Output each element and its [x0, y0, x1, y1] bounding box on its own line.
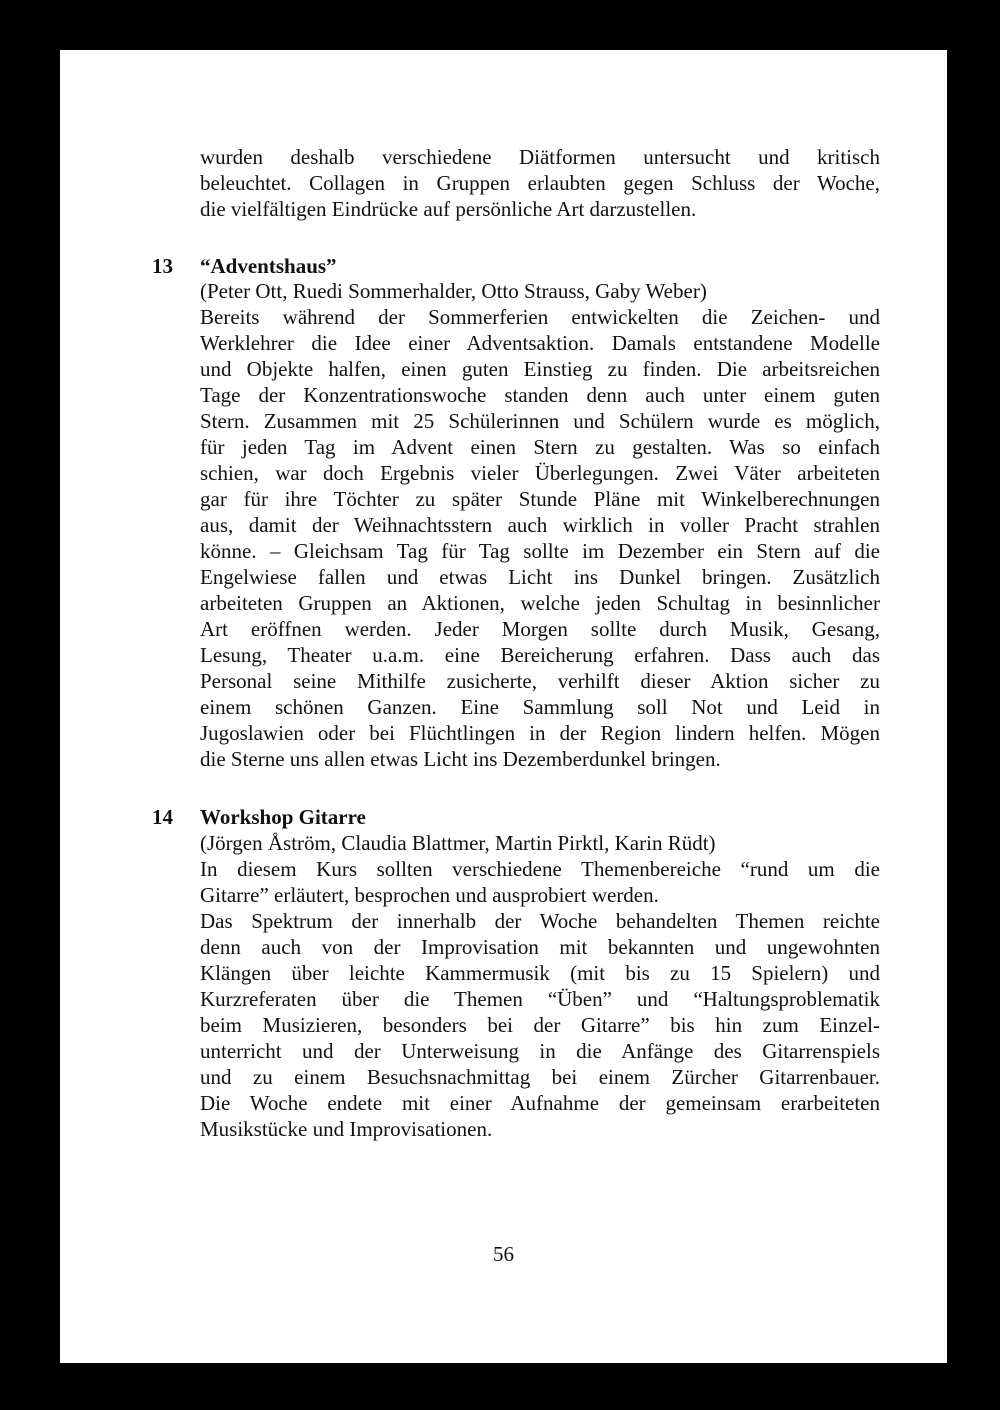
section-13-line: Art eröffnen werden. Jeder Morgen sollte durch Musik, Gesang,: [200, 617, 880, 641]
section-13-line: (Peter Ott, Ruedi Sommerhalder, Otto Strauss, Gaby Weber): [200, 279, 707, 303]
intro-line: beleuchtet. Collagen in Gruppen erlaubten gegen Schluss der Woche,: [200, 171, 880, 195]
section-13-line: gar für ihre Töchter zu später Stunde Pläne mit Winkelberechnungen: [200, 487, 880, 511]
section-13-line: Werklehrer die Idee einer Adventsaktion. Damals entstandene Modelle: [200, 331, 880, 355]
section-14-line: Gitarre” erläutert, besprochen und ausprobiert werden.: [200, 883, 659, 907]
section-13-line: Tage der Konzentrationswoche standen denn auch unter einem guten: [200, 383, 880, 407]
section-14-line: Die Woche endete mit einer Aufnahme der gemeinsam erarbeiteten: [200, 1091, 880, 1115]
section-14-line: und zu einem Besuchsnachmittag bei einem Zürcher Gitarrenbauer.: [200, 1065, 880, 1089]
section-14-line: Klängen über leichte Kammermusik (mit bis zu 15 Spielern) und: [200, 961, 880, 985]
section-14-line: Musikstücke und Improvisationen.: [200, 1117, 493, 1141]
section-13-line: Jugoslawien oder bei Flüchtlingen in der Region lindern helfen. Mögen: [200, 721, 880, 745]
section-14-line: Das Spektrum der innerhalb der Woche behandelten Themen reichte: [200, 909, 880, 933]
page-number: 56: [493, 1242, 514, 1266]
section-14-line: beim Musizieren, besonders bei der Gitarre” bis hin zum Einzel-: [200, 1013, 880, 1037]
section-13-title: “Adventshaus”: [200, 254, 337, 278]
section-13-line: Bereits während der Sommerferien entwickelten die Zeichen- und: [200, 305, 880, 329]
section-13-line: könne. – Gleichsam Tag für Tag sollte im Dezember ein Stern auf die: [200, 539, 880, 563]
section-14-line: denn auch von der Improvisation mit bekannten und ungewohnten: [200, 935, 880, 959]
document-page: [60, 50, 947, 1363]
section-14-number: 14: [152, 805, 173, 829]
section-13-number: 13: [152, 254, 173, 278]
section-13-line: und Objekte halfen, einen guten Einstieg zu finden. Die arbeitsreichen: [200, 357, 880, 381]
section-13-line: arbeiteten Gruppen an Aktionen, welche jeden Schultag in besinnlicher: [200, 591, 880, 615]
section-14-line: Kurzreferaten über die Themen “Üben” und “Haltungsproblematik: [200, 987, 880, 1011]
section-13-line: Lesung, Theater u.a.m. eine Bereicherung erfahren. Dass auch das: [200, 643, 880, 667]
section-14-line: unterricht und der Unterweisung in die Anfänge des Gitarrenspiels: [200, 1039, 880, 1063]
section-14-line: In diesem Kurs sollten verschiedene Themenbereiche “rund um die: [200, 857, 880, 881]
intro-line: die vielfältigen Eindrücke auf persönliche Art darzustellen.: [200, 197, 697, 221]
section-14-title: Workshop Gitarre: [200, 805, 366, 829]
section-13-line: einem schönen Ganzen. Eine Sammlung soll Not und Leid in: [200, 695, 880, 719]
section-14-line: (Jörgen Åström, Claudia Blattmer, Martin Pirktl, Karin Rüdt): [200, 831, 716, 855]
section-13-line: Stern. Zusammen mit 25 Schülerinnen und Schülern wurde es möglich,: [200, 409, 880, 433]
section-13-line: aus, damit der Weihnachtsstern auch wirklich in voller Pracht strahlen: [200, 513, 880, 537]
section-13-line: schien, war doch Ergebnis vieler Überlegungen. Zwei Väter arbeiteten: [200, 461, 880, 485]
section-13-line: für jeden Tag im Advent einen Stern zu gestalten. Was so einfach: [200, 435, 880, 459]
intro-line: wurden deshalb verschiedene Diätformen untersucht und kritisch: [200, 145, 880, 169]
section-13-line: Personal seine Mithilfe zusicherte, verhilft dieser Aktion sicher zu: [200, 669, 880, 693]
section-13-line: die Sterne uns allen etwas Licht ins Dezemberdunkel bringen.: [200, 747, 721, 771]
section-13-line: Engelwiese fallen und etwas Licht ins Dunkel bringen. Zusätzlich: [200, 565, 880, 589]
